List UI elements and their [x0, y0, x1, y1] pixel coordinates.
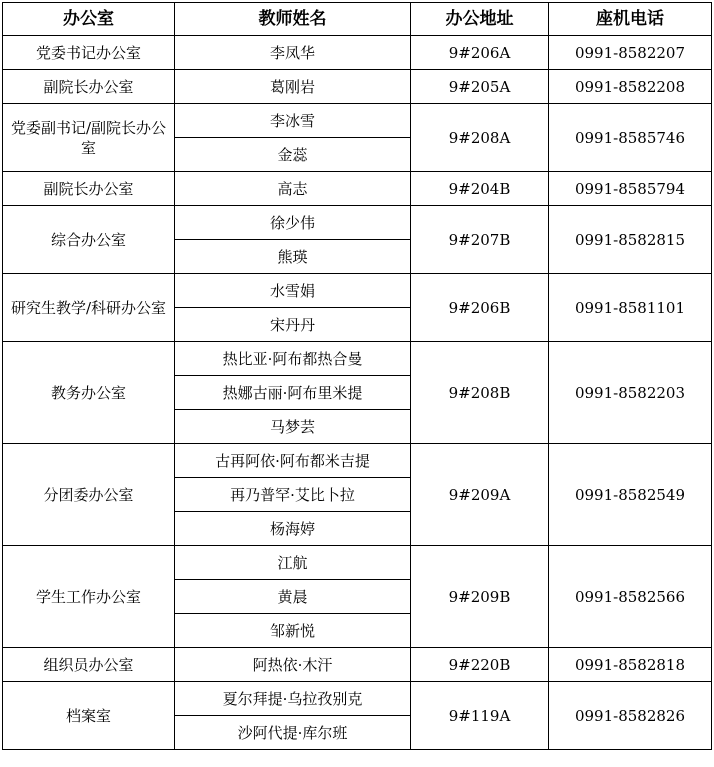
phone-cell: 0991-8582203: [549, 342, 712, 444]
teacher-name-cell: 高志: [175, 172, 411, 206]
teacher-name-cell: 江航: [175, 546, 411, 580]
office-address-cell: 9#209B: [411, 546, 549, 648]
teacher-name-cell: 热娜古丽·阿布里米提: [175, 376, 411, 410]
teacher-name-cell: 金蕊: [175, 138, 411, 172]
office-address-cell: 9#205A: [411, 70, 549, 104]
table-row: [3, 172, 712, 206]
phone-cell: 0991-8582549: [549, 444, 712, 546]
office-address-cell: 9#207B: [411, 206, 549, 274]
teacher-name-cell: 沙阿代提·库尔班: [175, 716, 411, 750]
office-name-cell: 副院长办公室: [3, 70, 175, 104]
office-name-cell: 教务办公室: [3, 342, 175, 444]
teacher-name-cell: 杨海婷: [175, 512, 411, 546]
teacher-name-cell: 黄晨: [175, 580, 411, 614]
table-row: [3, 342, 712, 376]
table-row: [3, 274, 712, 308]
office-name-cell: 综合办公室: [3, 206, 175, 274]
table-row: [3, 36, 712, 70]
office-address-cell: 9#204B: [411, 172, 549, 206]
office-address-cell: 9#208B: [411, 342, 549, 444]
office-name-cell: 副院长办公室: [3, 172, 175, 206]
teacher-name-cell: 马梦芸: [175, 410, 411, 444]
phone-cell: 0991-8582815: [549, 206, 712, 274]
teacher-name-cell: 徐少伟: [175, 206, 411, 240]
office-address-cell: 9#206B: [411, 274, 549, 342]
table-row: [3, 682, 712, 716]
teacher-name-cell: 夏尔拜提·乌拉孜别克: [175, 682, 411, 716]
office-address-cell: 9#209A: [411, 444, 549, 546]
table-row: [3, 444, 712, 478]
office-name-cell: 分团委办公室: [3, 444, 175, 546]
teacher-name-cell: 水雪娟: [175, 274, 411, 308]
office-name-cell: 组织员办公室: [3, 648, 175, 682]
teacher-name-cell: 邹新悦: [175, 614, 411, 648]
teacher-name-cell: 熊瑛: [175, 240, 411, 274]
teacher-name-cell: 葛刚岩: [175, 70, 411, 104]
table-row: [3, 70, 712, 104]
table-body: [3, 36, 712, 750]
table-row: [3, 546, 712, 580]
teacher-name-cell: 宋丹丹: [175, 308, 411, 342]
office-address-cell: 9#220B: [411, 648, 549, 682]
office-name-cell: 研究生教学/科研办公室: [3, 274, 175, 342]
office-address-cell: 9#208A: [411, 104, 549, 172]
phone-cell: 0991-8585746: [549, 104, 712, 172]
phone-cell: 0991-8582566: [549, 546, 712, 648]
header-row: [3, 3, 712, 36]
office-address-cell: 9#206A: [411, 36, 549, 70]
header-phone: 座机电话: [549, 3, 712, 36]
office-directory-table: [2, 2, 712, 750]
phone-cell: 0991-8582207: [549, 36, 712, 70]
header-teacher-name: 教师姓名: [175, 3, 411, 36]
teacher-name-cell: 古再阿依·阿布都米吉提: [175, 444, 411, 478]
header-office-address: 办公地址: [411, 3, 549, 36]
teacher-name-cell: 李凤华: [175, 36, 411, 70]
office-name-cell: 学生工作办公室: [3, 546, 175, 648]
table-row: [3, 648, 712, 682]
phone-cell: 0991-8582826: [549, 682, 712, 750]
phone-cell: 0991-8582818: [549, 648, 712, 682]
table-row: [3, 206, 712, 240]
phone-cell: 0991-8581101: [549, 274, 712, 342]
phone-cell: 0991-8582208: [549, 70, 712, 104]
office-name-cell: 档案室: [3, 682, 175, 750]
teacher-name-cell: 李冰雪: [175, 104, 411, 138]
header-office: 办公室: [3, 3, 175, 36]
office-address-cell: 9#119A: [411, 682, 549, 750]
office-name-cell: 党委副书记/副院长办公室: [3, 104, 175, 172]
teacher-name-cell: 热比亚·阿布都热合曼: [175, 342, 411, 376]
teacher-name-cell: 再乃普罕·艾比卜拉: [175, 478, 411, 512]
table-row: [3, 104, 712, 138]
office-name-cell: 党委书记办公室: [3, 36, 175, 70]
teacher-name-cell: 阿热依·木汗: [175, 648, 411, 682]
phone-cell: 0991-8585794: [549, 172, 712, 206]
